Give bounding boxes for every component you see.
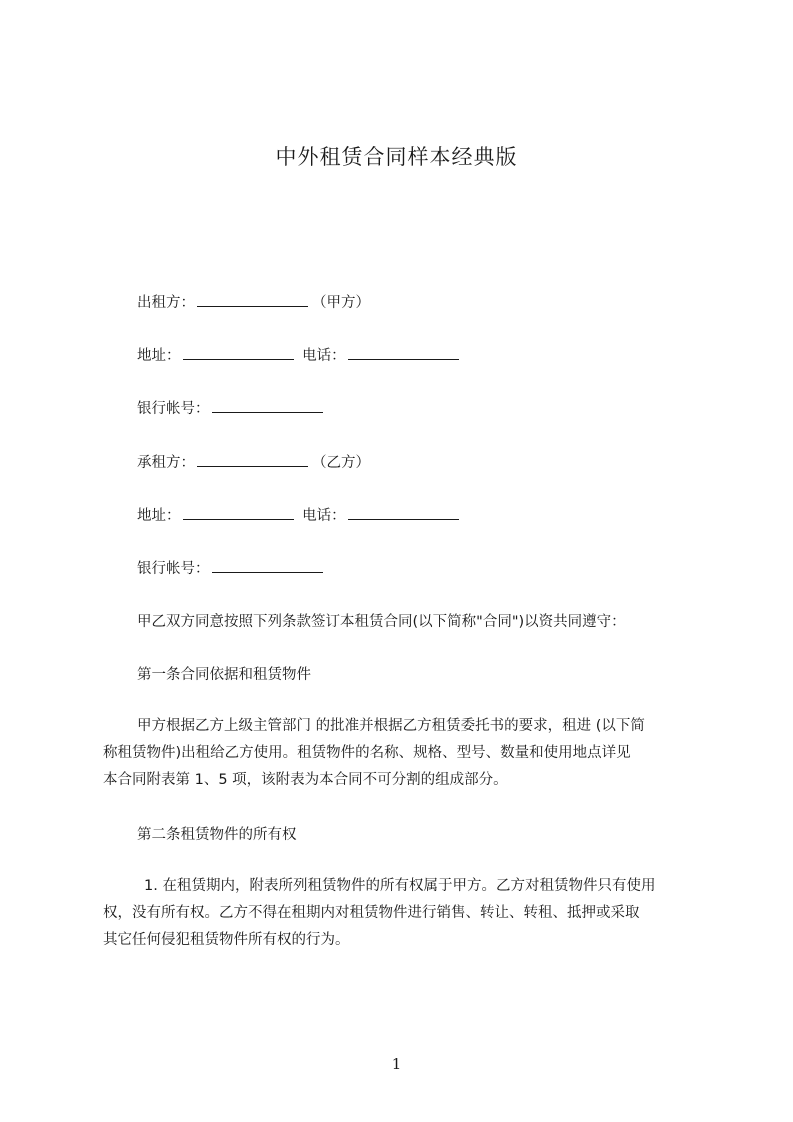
lessor-line: [137, 292, 370, 313]
lessee-name-blank: [197, 452, 308, 467]
lessee-bank-label: 银行帐号：: [137, 561, 210, 577]
article1-line: 甲方根据乙方上级主管部门 的批准并根据乙方租赁委托书的要求，租进 (以下简: [137, 718, 645, 734]
article2-line: 权，没有所有权。乙方不得在租期内对租赁物件进行销售、转让、转租、抵押或采取: [103, 905, 640, 921]
lessee-phone-blank: [348, 505, 459, 520]
lessee-phone-label: 电话：: [302, 508, 346, 524]
lessee-bank-blank: [212, 558, 323, 573]
lessor-name-blank: [197, 292, 308, 307]
article1-heading: 第一条合同依据和租赁物件: [137, 667, 311, 683]
article2-line: 1. 在租赁期内，附表所列租赁物件的所有权属于甲方。乙方对租赁物件只有使用: [144, 878, 656, 894]
lessee-bank-line: [137, 558, 327, 579]
lessee-suffix: （乙方）: [312, 455, 370, 471]
lessor-bank-label: 银行帐号：: [137, 401, 210, 417]
lessor-bank-line: [137, 398, 327, 419]
lessee-label: 承租方：: [137, 455, 195, 471]
lessor-label: 出租方：: [137, 295, 195, 311]
lessor-contact-line: [137, 345, 463, 366]
article1-line: 本合同附表第 1、5 项，该附表为本合同不可分割的组成部分。: [103, 772, 508, 788]
lessee-contact-line: [137, 505, 463, 526]
intro-paragraph: 甲乙双方同意按照下列条款签订本租赁合同(以下简称"合同")以资共同遵守：: [137, 614, 626, 630]
lessor-address-label: 地址：: [137, 348, 181, 364]
article1-line: 称租赁物件)出租给乙方使用。租赁物件的名称、规格、型号、数量和使用地点详见: [103, 745, 631, 761]
lessor-address-blank: [183, 345, 294, 360]
lessee-address-label: 地址：: [137, 508, 181, 524]
lessor-suffix: （甲方）: [312, 295, 370, 311]
document-title: 中外租赁合同样本经典版: [275, 145, 518, 169]
lessee-address-blank: [183, 505, 294, 520]
article2-body: [103, 873, 713, 954]
article1-body: [103, 713, 713, 794]
lessor-phone-blank: [348, 345, 459, 360]
lessor-bank-blank: [212, 398, 323, 413]
article2-heading: 第二条租赁物件的所有权: [137, 827, 297, 843]
lessor-phone-label: 电话：: [302, 348, 346, 364]
lessee-line: [137, 452, 370, 473]
page-number: 1: [391, 1055, 402, 1073]
article2-line: 其它任何侵犯租赁物件所有权的行为。: [103, 932, 350, 948]
